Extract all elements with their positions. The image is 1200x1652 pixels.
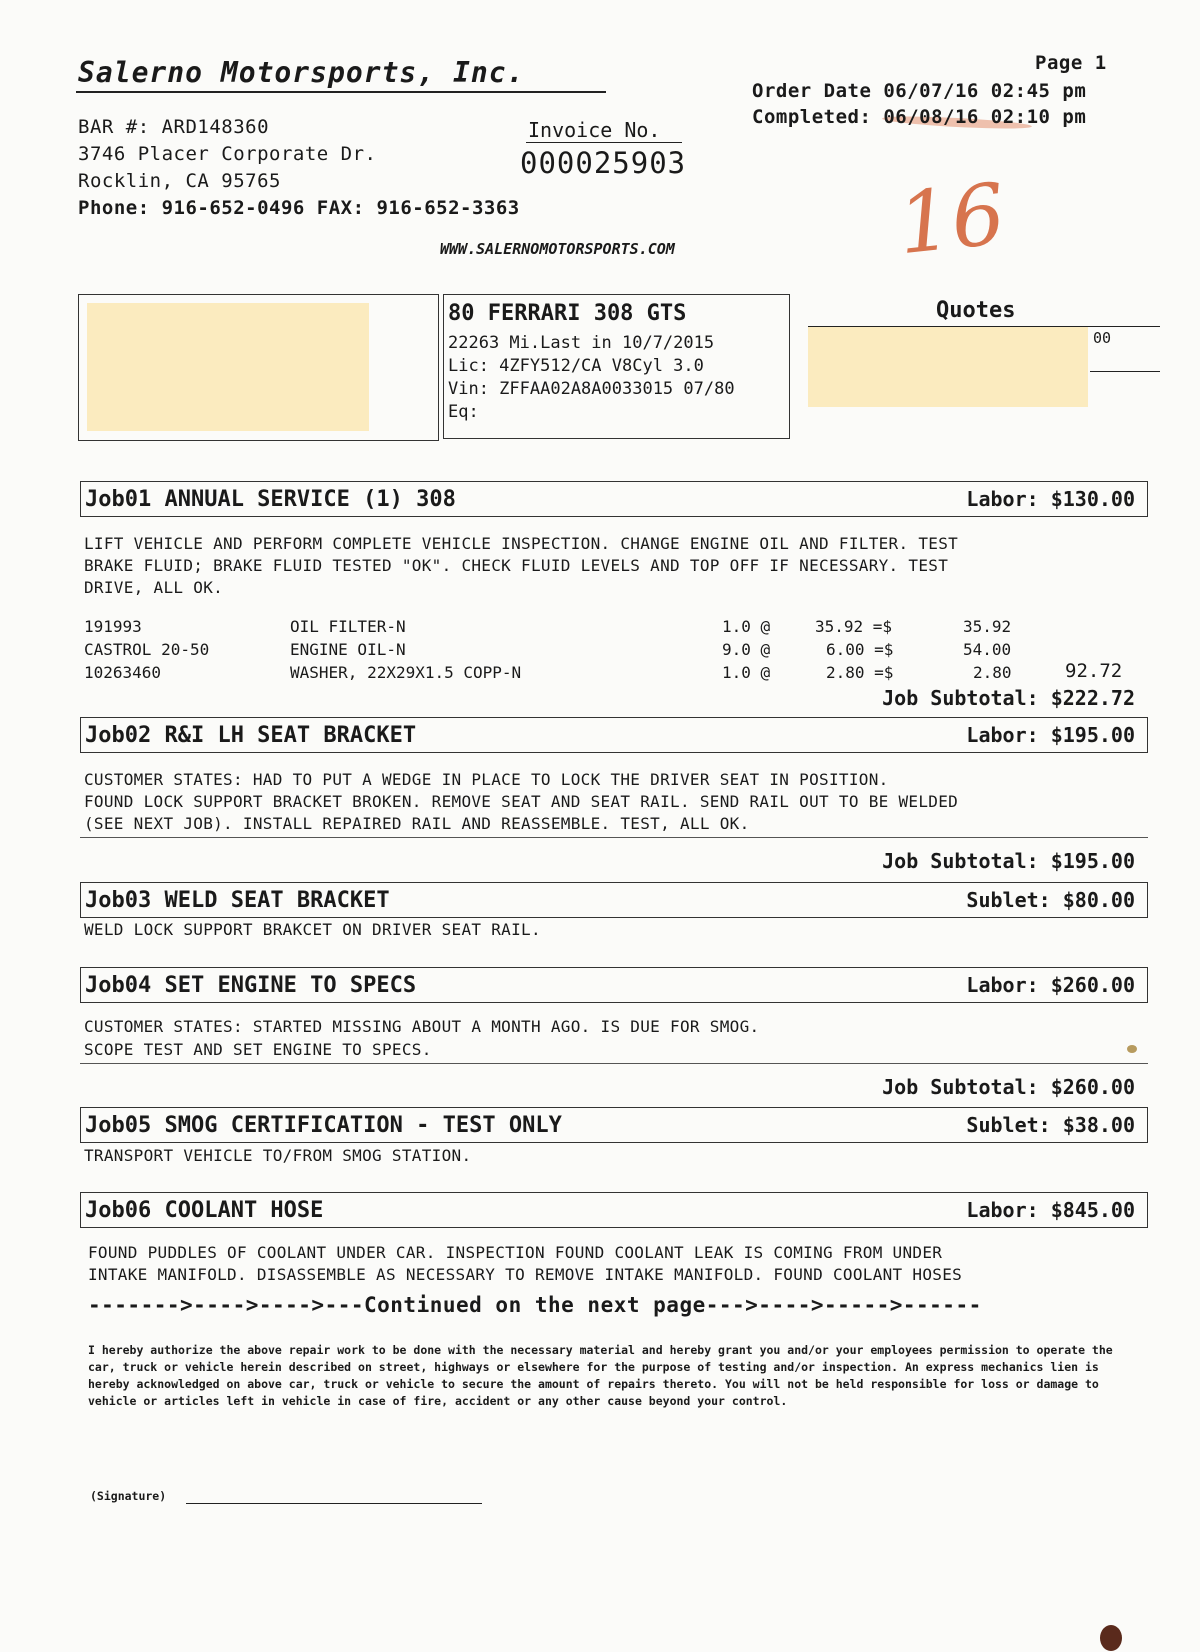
- address-line-2: Rocklin, CA 95765: [78, 170, 281, 192]
- part-total: 2.80: [973, 663, 1012, 682]
- part-price: 6.00 =$: [826, 640, 894, 659]
- signature-label: (Signature): [90, 1489, 167, 1503]
- job02-desc-line: FOUND LOCK SUPPORT BRACKET BROKEN. REMOVE SEAT AND SEAT RAIL. SEND RAIL OUT TO BE WELDED: [84, 792, 959, 811]
- customer-box: [78, 294, 439, 441]
- part-quantity: 9.0 @: [722, 640, 771, 659]
- quotes-bottom-rule: [1090, 371, 1160, 372]
- customer-redaction: [87, 303, 369, 431]
- phone-fax: Phone: 916-652-0496 FAX: 916-652-3363: [78, 197, 520, 219]
- job01-subtotal: Job Subtotal: $222.72: [882, 686, 1135, 710]
- job01-desc-line: DRIVE, ALL OK.: [84, 578, 224, 597]
- company-underline: [76, 91, 606, 93]
- job01-desc-line: LIFT VEHICLE AND PERFORM COMPLETE VEHICLE INSPECTION. CHANGE ENGINE OIL AND FILTER. TEST: [84, 534, 959, 553]
- job06-labor: Labor: $845.00: [966, 1198, 1135, 1222]
- job04-labor: Labor: $260.00: [966, 973, 1135, 997]
- job03-sublet: Sublet: $80.00: [966, 888, 1135, 912]
- part-quantity: 1.0 @: [722, 617, 771, 636]
- continued-note: ------->---->---->---Continued on the next page--->---->----->------: [88, 1293, 982, 1317]
- part-quantity: 1.0 @: [722, 663, 771, 682]
- job05-title: Job05 SMOG CERTIFICATION - TEST ONLY: [85, 1113, 562, 1138]
- invoice-number: 000025903: [520, 146, 687, 180]
- job01-title: Job01 ANNUAL SERVICE (1) 308: [85, 487, 456, 512]
- part-number: 191993: [84, 617, 142, 636]
- job01-desc-line: BRAKE FLUID; BRAKE FLUID TESTED "OK". CHECK FLUID LEVELS AND TOP OFF IF NECESSARY. TEST: [84, 556, 949, 575]
- paper-stain: [1100, 1625, 1122, 1651]
- part-description: WASHER, 22X29X1.5 COPP-N: [290, 663, 522, 682]
- order-date: Order Date 06/07/16 02:45 pm: [752, 80, 1087, 102]
- vehicle-title: 80 FERRARI 308 GTS: [448, 301, 687, 326]
- bar-number: BAR #: ARD148360: [78, 116, 270, 138]
- part-number: CASTROL 20-50: [84, 640, 210, 659]
- job04-desc-line: CUSTOMER STATES: STARTED MISSING ABOUT A MONTH AGO. IS DUE FOR SMOG.: [84, 1017, 760, 1036]
- vehicle-license: Lic: 4ZFY512/CA V8Cyl 3.0: [448, 356, 704, 376]
- company-name: Salerno Motorsports, Inc.: [78, 56, 525, 89]
- job02-title: Job02 R&I LH SEAT BRACKET: [85, 723, 417, 748]
- part-price: 35.92 =$: [815, 617, 893, 636]
- invoice-underline: [526, 142, 682, 143]
- completed-date: Completed: 06/08/16 02:10 pm: [752, 106, 1087, 128]
- job03-header: [80, 882, 1148, 918]
- signature-line[interactable]: [186, 1503, 482, 1504]
- job04-rule: [80, 1063, 1148, 1064]
- invoice-label: Invoice No.: [528, 118, 661, 142]
- vehicle-vin: Vin: ZFFAA02A8A0033015 07/80: [448, 379, 735, 399]
- part-description: OIL FILTER-N: [290, 617, 406, 636]
- part-price: 2.80 =$: [826, 663, 894, 682]
- paper-speck: [1127, 1045, 1137, 1053]
- job06-title: Job06 COOLANT HOSE: [85, 1198, 324, 1223]
- job02-header: [80, 717, 1148, 753]
- job03-desc-line: WELD LOCK SUPPORT BRAKCET ON DRIVER SEAT RAIL.: [84, 920, 541, 939]
- job05-sublet: Sublet: $38.00: [966, 1113, 1135, 1137]
- job04-subtotal: Job Subtotal: $260.00: [882, 1075, 1135, 1099]
- job04-header: [80, 967, 1148, 1003]
- job02-subtotal: Job Subtotal: $195.00: [882, 849, 1135, 873]
- vehicle-mileage: 22263 Mi.Last in 10/7/2015: [448, 333, 715, 353]
- job04-title: Job04 SET ENGINE TO SPECS: [85, 973, 417, 998]
- quotes-value: 00: [1093, 329, 1112, 347]
- job05-desc-line: TRANSPORT VEHICLE TO/FROM SMOG STATION.: [84, 1146, 472, 1165]
- quotes-label: Quotes: [936, 298, 1016, 323]
- part-total: 35.92: [963, 617, 1012, 636]
- part-description: ENGINE OIL-N: [290, 640, 406, 659]
- part-number: 10263460: [84, 663, 162, 682]
- job06-desc-line: FOUND PUDDLES OF COOLANT UNDER CAR. INSPECTION FOUND COOLANT LEAK IS COMING FROM UNDER: [88, 1243, 943, 1262]
- handwritten-number: 16: [893, 164, 1010, 274]
- job05-header: [80, 1107, 1148, 1143]
- vehicle-equipment: Eq:: [448, 402, 479, 422]
- job03-title: Job03 WELD SEAT BRACKET: [85, 888, 390, 913]
- job01-labor: Labor: $130.00: [966, 487, 1135, 511]
- job06-desc-line: INTAKE MANIFOLD. DISASSEMBLE AS NECESSARY TO REMOVE INTAKE MANIFOLD. FOUND COOLANT HOSES: [88, 1265, 963, 1284]
- job01-parts-total: 92.72: [1065, 660, 1123, 682]
- job01-header: [80, 481, 1148, 517]
- address-line-1: 3746 Placer Corporate Dr.: [78, 143, 377, 165]
- job04-desc-line: SCOPE TEST AND SET ENGINE TO SPECS.: [84, 1040, 432, 1059]
- page-number: Page 1: [1035, 52, 1107, 74]
- job02-labor: Labor: $195.00: [966, 723, 1135, 747]
- website: WWW.SALERNOMOTORSPORTS.COM: [440, 240, 675, 258]
- quotes-redaction: [808, 327, 1088, 407]
- authorization-text: I hereby authorize the above repair work to be done with the necessary material and hereby grant you and/or your employees permission to operate the car, truck or vehicle herein described on street, highways or elsewhere for the purpose of testing and/or inspection. An express mechanics lien is hereby acknowledged on above car, truck or vehicle to secure the amount of repairs thereto. You will not be held responsible for loss or damage to vehicle or articles left in vehicle in case of fire, accident or any other cause beyond your control.: [88, 1343, 1113, 1408]
- job02-desc-line: (SEE NEXT JOB). INSTALL REPAIRED RAIL AND REASSEMBLE. TEST, ALL OK.: [84, 814, 750, 833]
- job02-desc-line: CUSTOMER STATES: HAD TO PUT A WEDGE IN PLACE TO LOCK THE DRIVER SEAT IN POSITION.: [84, 770, 889, 789]
- part-total: 54.00: [963, 640, 1012, 659]
- vehicle-box: [443, 294, 790, 439]
- job02-rule: [80, 837, 1148, 838]
- job06-header: [80, 1192, 1148, 1228]
